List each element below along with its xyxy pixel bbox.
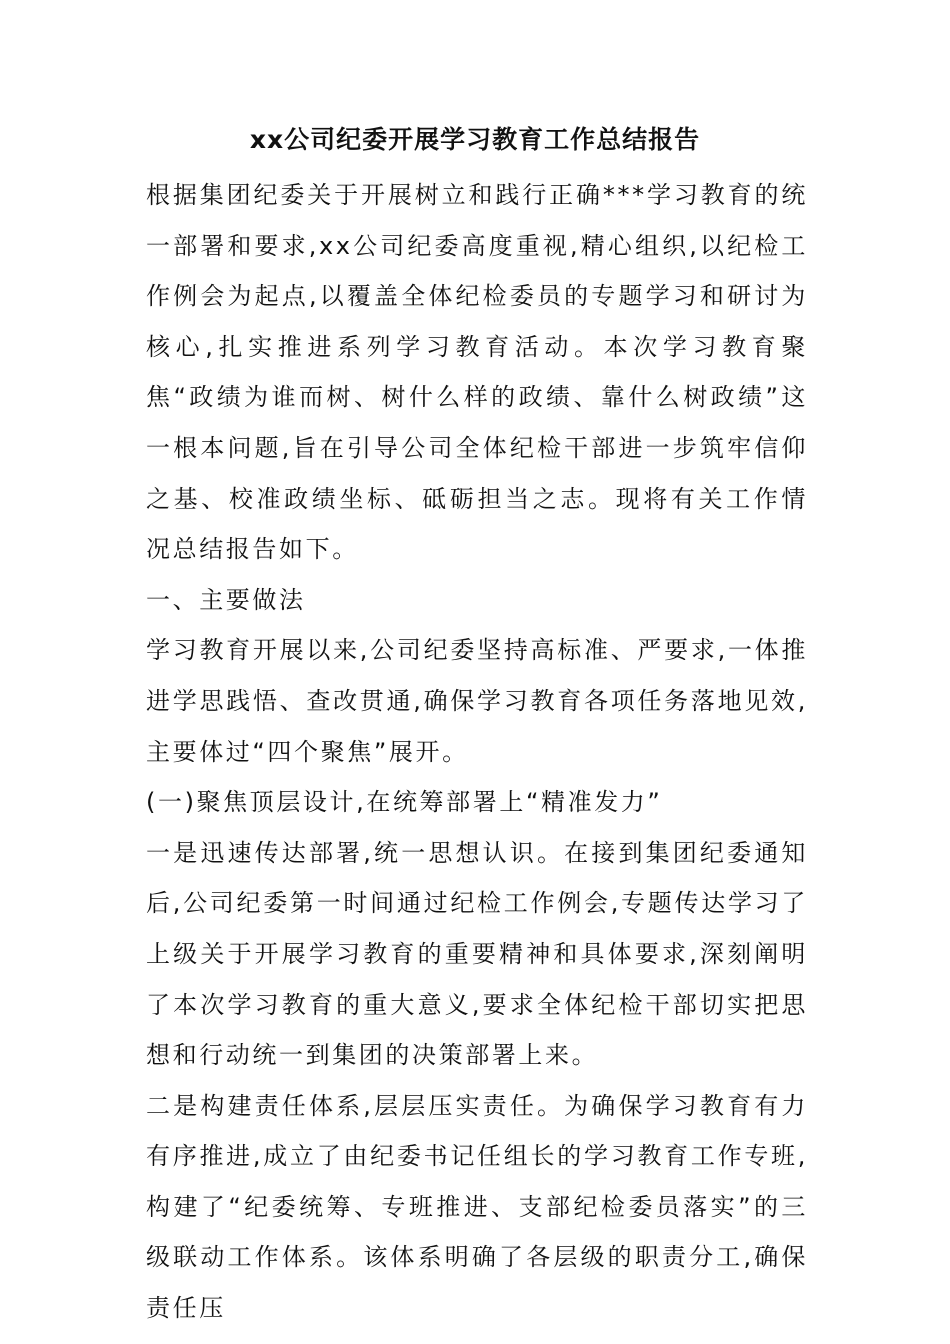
deployment-paragraph: 一是迅速传达部署,统一思想认识。在接到集团纪委通知后,公司纪委第一时间通过纪检工作例会,专题传达学习了上级关于开展学习教育的重要精神和具体要求,深刻阐明了本次学习教育的重大意义,要求全体纪检干部切实把思想和行动统一到集团的决策部署上来。 [146, 838, 808, 1070]
main-practices-paragraph: 学习教育开展以来,公司纪委坚持高标准、严要求,一体推进学思践悟、查改贯通,确保学习教育各项任务落地见效,主要体过“四个聚焦”展开。 [146, 636, 808, 766]
responsibility-paragraph: 二是构建责任体系,层层压实责任。为确保学习教育有力有序推进,成立了由纪委书记任组长的学习教育工作专班,构建了“纪委统筹、专班推进、支部纪检委员落实”的三级联动工作体系。该体系明确了各层级的职责分工,确保责任压 [146, 1091, 808, 1323]
intro-paragraph: 根据集团纪委关于开展树立和践行正确***学习教育的统一部署和要求,xx公司纪委高度重视,精心组织,以纪检工作例会为起点,以覆盖全体纪检委员的专题学习和研讨为核心,扎实推进系列学习教育活动。本次学习教育聚焦“政绩为谁而树、树什么样的政绩、靠什么树政绩”这一根本问题,旨在引导公司全体纪检干部进一步筑牢信仰之基、校准政绩坐标、砥砺担当之志。现将有关工作情况总结报告如下。 [146, 181, 808, 564]
subsection-heading-top-level-design: (一)聚焦顶层设计,在统筹部署上“精准发力” [146, 788, 663, 817]
document-title: xx公司纪委开展学习教育工作总结报告 [249, 125, 701, 154]
document-body [146, 170, 808, 1334]
section-heading-main-practices: 一、主要做法 [146, 585, 306, 614]
